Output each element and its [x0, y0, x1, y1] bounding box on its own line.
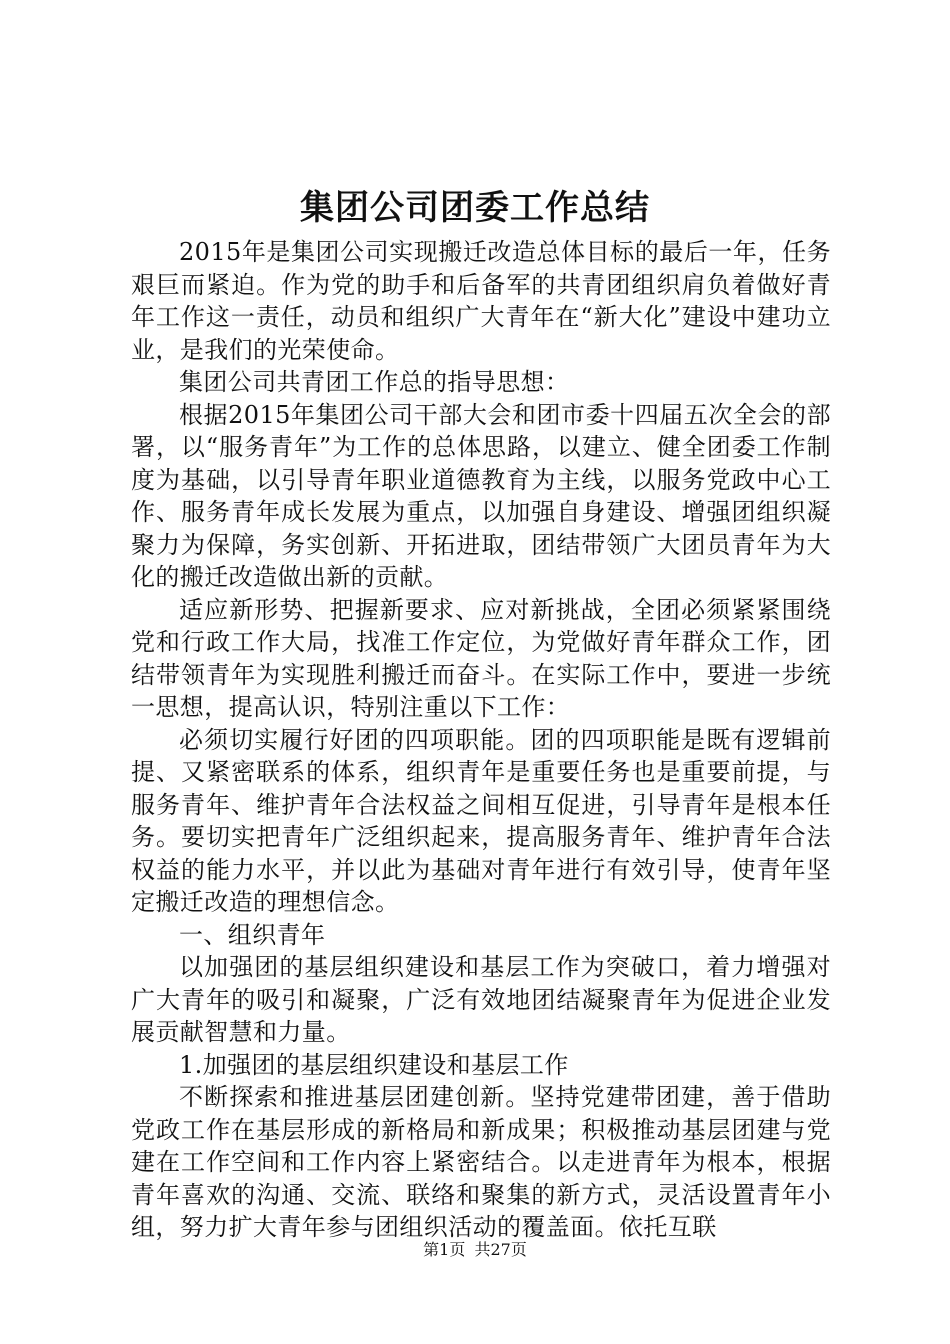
- paragraph-grassroots: 不断探索和推进基层团建创新。坚持党建带团建，善于借助党政工作在基层形成的新格局和新成果；积极推动基层团建与党建在工作空间和工作内容上紧密结合。以走进青年为根本，根据青年喜欢的沟通、交流、联络和聚集的新方式，灵活设置青年小组，努力扩大青年参与团组织活动的覆盖面。依托互联: [131, 1083, 831, 1241]
- page-footer: [0, 1240, 950, 1260]
- page-number: 第1页: [423, 1240, 466, 1259]
- paragraph-new-situation: 适应新形势、把握新要求、应对新挑战，全团必须紧紧围绕党和行政工作大局，找准工作定位，为党做好青年群众工作，团结带领青年为实现胜利搬迁而奋斗。在实际工作中，要进一步统一思想，提高认识，特别注重以下工作：: [131, 595, 831, 721]
- paragraph-organize-youth: 以加强团的基层组织建设和基层工作为突破口，着力增强对广大青年的吸引和凝聚，广泛有效地团结凝聚青年为促进企业发展贡献智慧和力量。: [131, 953, 831, 1046]
- paragraph-guiding-thought: 根据2015年集团公司干部大会和团市委十四届五次全会的部署，以“服务青年”为工作的总体思路，以建立、健全团委工作制度为基础，以引导青年职业道德教育为主线，以服务党政中心工作、服务青年成长发展为重点，以加强自身建设、增强团组织凝聚力为保障，务实创新、开拓进取，团结带领广大团员青年为大化的搬迁改造做出新的贡献。: [131, 400, 831, 591]
- paragraph-guiding-heading: 集团公司共青团工作总的指导思想：: [179, 368, 570, 396]
- paragraph-intro: 2015年是集团公司实现搬迁改造总体目标的最后一年，任务艰巨而紧迫。作为党的助手和后备军的共青团组织肩负着做好青年工作这一责任，动员和组织广大青年在“新大化”建设中建功立业，是我们的光荣使命。: [131, 238, 831, 364]
- section-heading-organize-youth: 一、组织青年: [179, 920, 326, 949]
- page-total: 共27页: [474, 1240, 527, 1259]
- paragraph-four-functions: 必须切实履行好团的四项职能。团的四项职能是既有逻辑前提、又紧密联系的体系，组织青年是重要任务也是重要前提，与服务青年、维护青年合法权益之间相互促进，引导青年是根本任务。要切实把青年广泛组织起来，提高服务青年、维护青年合法权益的能力水平，并以此为基础对青年进行有效引导，使青年坚定搬迁改造的理想信念。: [131, 725, 831, 916]
- subsection-heading-grassroots: 1.加强团的基层组织建设和基层工作: [179, 1050, 569, 1079]
- document-body: [131, 236, 831, 1244]
- document-title: 集团公司团委工作总结: [300, 188, 650, 228]
